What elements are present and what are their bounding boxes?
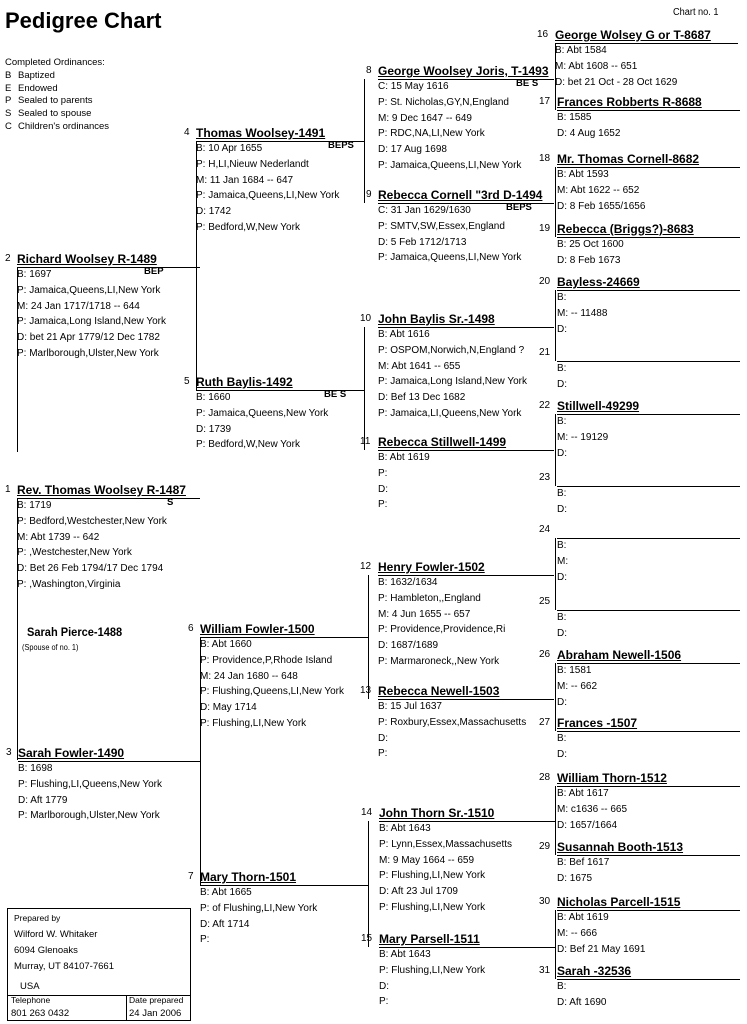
- vital-record-line: D: 17 Aug 1698: [378, 144, 447, 156]
- ancestor-name: Sarah Fowler-1490: [18, 746, 125, 760]
- preparer-street: 6094 Glenoaks: [14, 945, 78, 956]
- vital-record-line: B: Abt 1617: [557, 788, 609, 799]
- vital-record-line: P: ,Westchester,New York: [17, 547, 132, 559]
- vital-record-line: D: bet 21 Apr 1779/12 Dec 1782: [17, 332, 160, 344]
- vital-record-line: M: c1636 -- 665: [557, 803, 628, 815]
- ancestor-name: Abraham Newell-1506: [557, 648, 682, 662]
- vital-record-line: B: Abt 1619: [557, 912, 609, 923]
- ancestor-number: 24: [539, 524, 551, 535]
- vital-record-line: P: H,LI,Nieuw Nederlandt: [196, 158, 309, 170]
- ancestor-number: 10: [360, 313, 372, 324]
- vital-record-line: P: Jamaica,Long Island,New York: [378, 376, 527, 388]
- ancestor-line: [378, 575, 554, 576]
- ancestor-line: [17, 267, 200, 268]
- vital-record-line: B:: [557, 540, 567, 551]
- page-title: Pedigree Chart: [5, 8, 162, 33]
- vital-record-line: P: Bedford,W,New York: [196, 221, 300, 233]
- vital-record-line: P: Flushing,LI,New York: [379, 964, 486, 976]
- vital-record-line: D:: [557, 571, 567, 583]
- vital-record-line: B: 1585: [557, 112, 592, 123]
- ancestor-line: [378, 203, 554, 204]
- vital-record-line: P: Marmaroneck,,New York: [378, 655, 500, 667]
- ancestor-name: Richard Woolsey R-1489: [17, 252, 157, 266]
- vital-record-line: P:: [200, 934, 210, 946]
- vital-record-line: P:: [378, 748, 388, 760]
- ancestor-line: [557, 110, 740, 111]
- ancestor-name: John Baylis Sr.-1498: [378, 312, 495, 326]
- ancestor-line: [196, 141, 364, 142]
- ancestor-line: [557, 979, 740, 980]
- ancestor-number: 26: [539, 649, 551, 660]
- vital-record-line: P: Jamaica,Queens,LI,New York: [196, 190, 340, 202]
- vital-record-line: P: St. Nicholas,GY,N,England: [378, 96, 509, 108]
- vital-record-line: P: of Flushing,LI,New York: [200, 902, 318, 914]
- legend-item: [5, 121, 109, 134]
- ancestor-name: Frances Robberts R-8688: [557, 95, 702, 109]
- vital-record-line: D: 1687/1689: [378, 640, 439, 652]
- vital-record-line: D: 5 Feb 1712/1713: [378, 236, 467, 248]
- ancestor-name: Mary Parsell-1511: [379, 932, 480, 946]
- legend-label: Sealed to parents: [18, 95, 93, 107]
- ancestor-line: [557, 610, 740, 611]
- ancestor-number: 4: [184, 127, 190, 138]
- ancestor-name: Susannah Booth-1513: [557, 840, 684, 854]
- ancestor-number: 19: [539, 223, 551, 234]
- ancestor-number: 11: [360, 436, 371, 447]
- vital-record-line: M: Abt 1622 -- 652: [557, 184, 640, 196]
- legend-code: C: [5, 120, 12, 132]
- vital-record-line: P: RDC,NA,LI,New York: [378, 128, 485, 140]
- legend-label: Endowed: [18, 82, 58, 94]
- ancestor-name: Mr. Thomas Cornell-8682: [557, 152, 700, 166]
- ancestor-number: 25: [539, 596, 551, 607]
- vital-record-line: M: Abt 1739 -- 642: [17, 531, 100, 543]
- vital-record-line: B:: [557, 612, 567, 623]
- vital-record-line: B: Bef 1617: [557, 857, 610, 868]
- legend-code: P: [5, 95, 12, 107]
- prepared-by-label: Prepared by: [14, 913, 61, 923]
- ancestor-number: 7: [188, 871, 194, 882]
- ancestor-number: 18: [539, 153, 551, 164]
- ancestor-name: Henry Fowler-1502: [378, 560, 485, 574]
- legend-code: B: [5, 69, 12, 81]
- ancestor-line: [200, 885, 368, 886]
- legend-item: [5, 70, 109, 83]
- vital-record-line: B:: [557, 292, 567, 303]
- vital-record-line: B: 1581: [557, 665, 592, 676]
- ancestor-number: 30: [539, 896, 551, 907]
- vital-record-line: P: Bedford,W,New York: [196, 439, 300, 451]
- ancestor-name: Rebecca Cornell "3rd D-1494: [378, 188, 543, 202]
- vital-record-line: P: Jamaica,LI,Queens,New York: [378, 407, 522, 419]
- ancestor-name: Rebecca Newell-1503: [378, 684, 500, 698]
- ancestor-number: 28: [539, 772, 551, 783]
- ancestor-name: Rebecca Stillwell-1499: [378, 435, 507, 449]
- vital-record-line: B:: [557, 363, 567, 374]
- vital-record-line: P: ,Washington,Virginia: [17, 578, 121, 590]
- vital-record-line: B: 25 Oct 1600: [557, 239, 624, 250]
- vital-record-line: M:: [557, 555, 569, 567]
- vital-record-line: B: Abt 1665: [200, 887, 252, 898]
- vital-record-line: D: Aft 1690: [557, 996, 607, 1008]
- vital-record-line: P: Providence,P,Rhode Island: [200, 654, 333, 666]
- ancestor-number: 9: [366, 189, 372, 200]
- vital-record-line: M: 9 May 1664 -- 659: [379, 854, 475, 866]
- vital-record-line: D: 8 Feb 1673: [557, 254, 621, 266]
- vital-record-line: B: 1697: [17, 269, 52, 280]
- ancestor-line: [378, 327, 554, 328]
- vital-record-line: P: SMTV,SW,Essex,England: [378, 220, 505, 232]
- chart-number: Chart no. 1: [673, 7, 719, 18]
- ancestor-number: 21: [539, 347, 551, 358]
- ancestor-name: Ruth Baylis-1492: [196, 375, 293, 389]
- vital-record-line: C: 31 Jan 1629/1630: [378, 205, 471, 216]
- ancestor-line: [557, 731, 740, 732]
- ancestor-name: Nicholas Parcell-1515: [557, 895, 681, 909]
- ancestor-number: 2: [5, 253, 11, 264]
- legend-item: [5, 83, 109, 96]
- vital-record-line: B:: [557, 416, 567, 427]
- ancestor-line: [378, 79, 554, 80]
- ancestor-number: 16: [537, 29, 549, 40]
- vital-record-line: P: Providence,Providence,Ri: [378, 624, 506, 636]
- ancestor-name: Rev. Thomas Woolsey R-1487: [17, 483, 186, 497]
- vital-record-line: D:: [557, 627, 567, 639]
- ancestor-line: [557, 786, 740, 787]
- ancestor-line: [557, 167, 740, 168]
- connector-line: [364, 327, 365, 450]
- vital-record-line: P: Flushing,Queens,LI,New York: [200, 686, 344, 698]
- vital-record-line: M: Abt 1608 -- 651: [555, 60, 638, 72]
- ordinance-codes: BEPS: [506, 202, 532, 213]
- vital-record-line: C: 15 May 1616: [378, 81, 449, 92]
- vital-record-line: P: Bedford,Westchester,New York: [17, 515, 167, 527]
- preparer-name: Wilford W. Whitaker: [14, 929, 98, 940]
- connector-line: [368, 575, 369, 699]
- ancestor-number: 20: [539, 276, 551, 287]
- vital-record-line: M: 4 Jun 1655 -- 657: [378, 608, 471, 620]
- vital-record-line: M: 9 Dec 1647 -- 649: [378, 112, 472, 124]
- legend-code: E: [5, 82, 12, 94]
- vital-record-line: P: Jamaica,Queens,LI,New York: [17, 284, 161, 296]
- ancestor-line: [557, 910, 740, 911]
- vital-record-line: M: Abt 1641 -- 655: [378, 360, 461, 372]
- ancestor-line: [378, 450, 554, 451]
- ancestor-name: William Thorn-1512: [557, 771, 667, 785]
- ancestor-line: [379, 821, 555, 822]
- vital-record-line: P: Jamaica,Long Island,New York: [17, 316, 166, 328]
- date-prepared-value: 24 Jan 2006: [129, 1008, 182, 1019]
- legend-label: Children's ordinances: [18, 120, 110, 132]
- ancestor-line: [557, 538, 740, 539]
- ancestor-line: [555, 43, 738, 44]
- connector-line: [555, 414, 556, 486]
- vital-record-line: B: 1698: [18, 763, 53, 774]
- vital-record-line: B: Abt 1660: [200, 639, 252, 650]
- vital-record-line: D: Bet 26 Feb 1794/17 Dec 1794: [17, 563, 164, 575]
- vital-record-line: M: -- 662: [557, 680, 598, 692]
- vital-record-line: P: OSPOM,Norwich,N,England ?: [378, 344, 525, 356]
- ancestor-name: George Wolsey G or T-8687: [555, 28, 711, 42]
- vital-record-line: B: Abt 1616: [378, 329, 430, 340]
- ancestor-number: 23: [539, 472, 551, 483]
- legend-label: Sealed to spouse: [18, 108, 92, 120]
- vital-record-line: B: 1719: [17, 500, 52, 511]
- vital-record-line: D:: [557, 748, 567, 760]
- ordinance-codes: BE S: [516, 78, 539, 89]
- telephone-value: 801 263 0432: [11, 1008, 70, 1019]
- vital-record-line: B: Abt 1643: [379, 949, 431, 960]
- ancestor-number: 6: [188, 623, 194, 634]
- vital-record-line: P: Hambleton,,England: [378, 592, 481, 604]
- prepared-by-box: [7, 908, 191, 1021]
- ordinance-codes: BEP: [144, 266, 164, 277]
- legend-heading: Completed Ordinances:: [5, 57, 105, 68]
- ancestor-line: [557, 237, 740, 238]
- ordinance-legend: [5, 57, 109, 134]
- ancestor-name: William Fowler-1500: [200, 622, 315, 636]
- vital-record-line: D: 8 Feb 1655/1656: [557, 200, 646, 212]
- ancestor-number: 13: [360, 685, 372, 696]
- vital-record-line: D:: [378, 483, 388, 495]
- ancestor-number: 22: [539, 400, 551, 411]
- ancestor-name: Rebecca (Briggs?)-8683: [557, 222, 694, 236]
- vital-record-line: P:: [378, 467, 388, 479]
- vital-record-line: B: Abt 1584: [555, 45, 607, 56]
- vital-record-line: D:: [557, 503, 567, 515]
- date-prepared-label: Date prepared: [129, 995, 184, 1005]
- vital-record-line: D:: [379, 980, 389, 992]
- vital-record-line: P: Jamaica,Queens,New York: [196, 407, 329, 419]
- vital-record-line: D: Bef 21 May 1691: [557, 943, 646, 955]
- vital-record-line: P: Roxbury,Essex,Massachusetts: [378, 716, 527, 728]
- vital-record-line: B: Abt 1643: [379, 823, 431, 834]
- vital-record-line: D: Aft 1714: [200, 918, 250, 930]
- ancestor-number: 3: [6, 747, 12, 758]
- vital-record-line: P:: [378, 499, 388, 511]
- ancestor-line: [557, 855, 740, 856]
- ancestor-name: Mary Thorn-1501: [200, 870, 297, 884]
- ancestor-number: 31: [539, 965, 551, 976]
- ancestor-number: 15: [361, 933, 373, 944]
- ancestor-line: [557, 414, 740, 415]
- vital-record-line: P: Flushing,LI,Queens,New York: [18, 778, 162, 790]
- vital-record-line: M: -- 11488: [557, 307, 608, 319]
- vital-record-line: D: 1675: [557, 872, 593, 884]
- ancestor-line: [557, 663, 740, 664]
- preparer-city: Murray, UT 84107-7661: [14, 961, 114, 972]
- connector-line: [555, 290, 556, 361]
- vital-record-line: B: Abt 1619: [378, 452, 430, 463]
- vital-record-line: D: 1739: [196, 423, 232, 435]
- vital-record-line: P: Lynn,Essex,Massachusetts: [379, 838, 513, 850]
- connector-line: [368, 821, 369, 947]
- ancestor-number: 8: [366, 65, 372, 76]
- vital-record-line: D:: [557, 696, 567, 708]
- ancestor-line: [17, 498, 200, 499]
- ancestor-number: 27: [539, 717, 551, 728]
- ancestor-number: 29: [539, 841, 551, 852]
- ancestor-name: Sarah -32536: [557, 964, 632, 978]
- vital-record-line: P: Flushing,LI,New York: [379, 870, 486, 882]
- ancestor-name: George Woolsey Joris, T-1493: [378, 64, 549, 78]
- vital-record-line: B: 15 Jul 1637: [378, 701, 442, 712]
- vital-record-line: B:: [557, 981, 567, 992]
- vital-record-line: D:: [557, 323, 567, 335]
- legend-item: [5, 95, 109, 108]
- vital-record-line: D: May 1714: [200, 702, 257, 714]
- legend-item: [5, 108, 109, 121]
- ancestor-line: [18, 761, 201, 762]
- connector-line: [555, 663, 556, 731]
- vital-record-line: P: Flushing,LI,New York: [379, 901, 486, 913]
- vital-record-line: M: -- 666: [557, 927, 598, 939]
- connector-line: [555, 910, 556, 979]
- ancestor-line: [557, 290, 740, 291]
- ancestor-number: 12: [360, 561, 372, 572]
- vital-record-line: B: 1660: [196, 392, 231, 403]
- connector-line: [555, 538, 556, 610]
- vital-record-line: D:: [557, 378, 567, 390]
- legend-code: S: [5, 108, 12, 120]
- connector-line: [364, 79, 365, 203]
- ancestor-line: [379, 947, 555, 948]
- ancestor-name: John Thorn Sr.-1510: [379, 806, 495, 820]
- vital-record-line: B: 10 Apr 1655: [196, 143, 263, 154]
- ordinance-codes: BEPS: [328, 140, 354, 151]
- ordinance-codes: BE S: [324, 389, 347, 400]
- vital-record-line: P:: [379, 996, 389, 1008]
- ancestor-line: [557, 486, 740, 487]
- spouse-note: (Spouse of no. 1): [22, 643, 79, 652]
- vital-record-line: P: Flushing,LI,New York: [200, 717, 307, 729]
- ancestor-number: 17: [539, 96, 551, 107]
- ancestor-line: [557, 361, 740, 362]
- vital-record-line: B: 1632/1634: [378, 577, 438, 588]
- ordinance-codes: S: [167, 497, 174, 508]
- vital-record-line: P: Jamaica,Queens,LI,New York: [378, 252, 522, 264]
- ancestor-line: [200, 637, 368, 638]
- vital-record-line: M: 11 Jan 1684 -- 647: [196, 174, 294, 186]
- vital-record-line: B: Abt 1593: [557, 169, 609, 180]
- vital-record-line: M: 24 Jan 1717/1718 -- 644: [17, 300, 140, 312]
- legend-label: Baptized: [18, 69, 55, 81]
- ancestor-number: 1: [5, 484, 11, 495]
- vital-record-line: B:: [557, 733, 567, 744]
- vital-record-line: D: 4 Aug 1652: [557, 127, 621, 139]
- ancestor-number: 14: [361, 807, 373, 818]
- ancestor-name: Thomas Woolsey-1491: [196, 126, 326, 140]
- vital-record-line: P: Marlborough,Ulster,New York: [17, 347, 159, 359]
- vital-record-line: D: bet 21 Oct - 28 Oct 1629: [555, 76, 678, 88]
- vital-record-line: D: 1657/1664: [557, 819, 618, 831]
- vital-record-line: D: Bef 13 Dec 1682: [378, 392, 466, 404]
- vital-record-line: D: Aft 23 Jul 1709: [379, 886, 458, 898]
- vital-record-line: P: Jamaica,Queens,LI,New York: [378, 159, 522, 171]
- vital-record-line: D:: [378, 732, 388, 744]
- vital-record-line: B:: [557, 488, 567, 499]
- vital-record-line: M: 24 Jan 1680 -- 648: [200, 670, 298, 682]
- spouse-name: Sarah Pierce-1488: [27, 625, 123, 639]
- vital-record-line: D:: [557, 447, 567, 459]
- ancestor-line: [378, 699, 554, 700]
- vital-record-line: P: Marlborough,Ulster,New York: [18, 810, 160, 822]
- ancestor-name: Frances -1507: [557, 716, 638, 730]
- vital-record-line: D: 1742: [196, 206, 232, 218]
- ancestor-name: Bayless-24669: [557, 275, 640, 289]
- connector-line: [555, 167, 556, 237]
- telephone-label: Telephone: [11, 995, 51, 1005]
- ancestor-line: [196, 390, 364, 391]
- vital-record-line: D: Aft 1779: [18, 794, 68, 806]
- preparer-country: USA: [20, 981, 40, 992]
- ancestor-number: 5: [184, 376, 190, 387]
- ancestor-name: Stillwell-49299: [557, 399, 640, 413]
- connector-line: [555, 786, 556, 855]
- vital-record-line: M: -- 19129: [557, 431, 609, 443]
